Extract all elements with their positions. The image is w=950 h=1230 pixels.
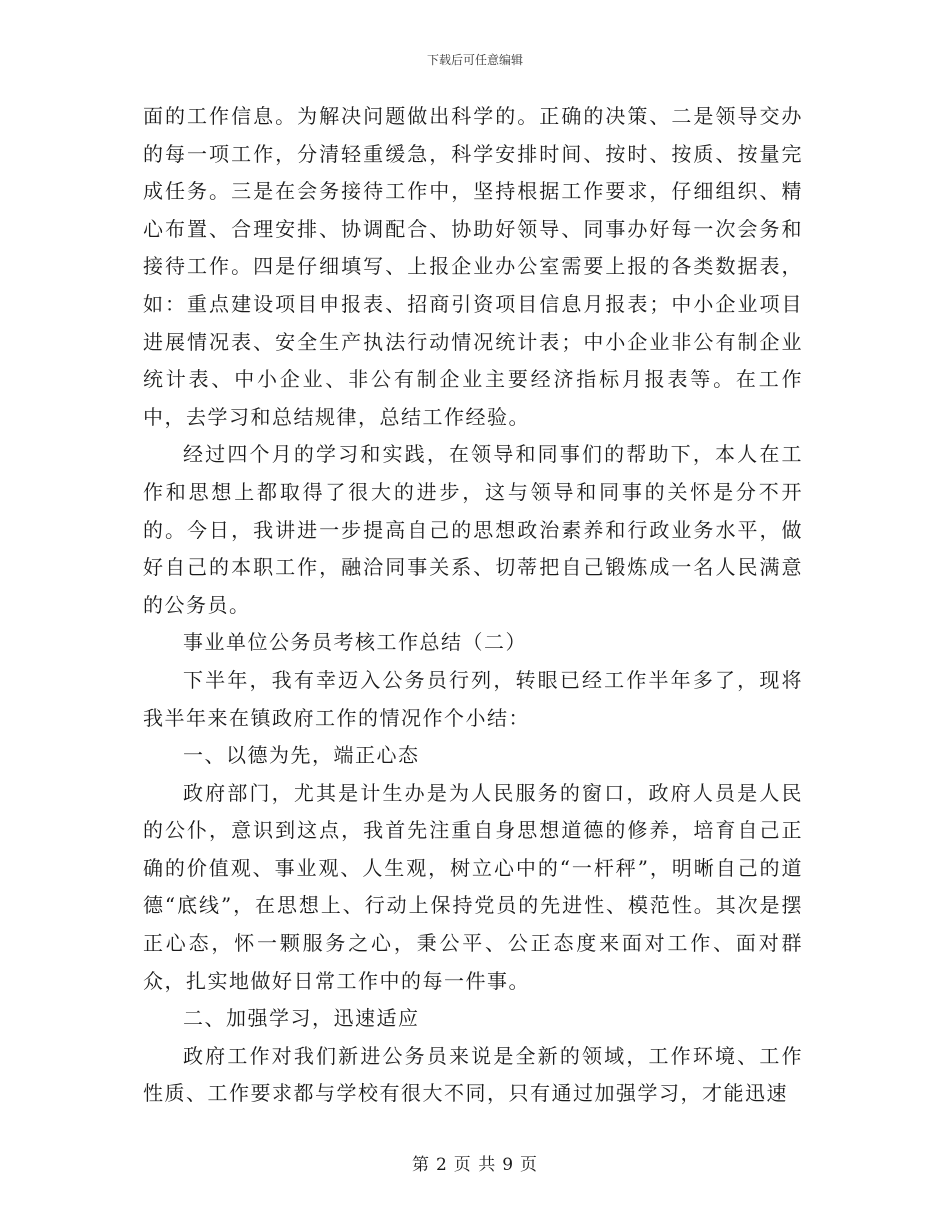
paragraph-1: 面的工作信息。为解决问题做出科学的。正确的决策、二是领导交办的每一项工作，分清轻重缓急，科学安排时间、按时、按质、按量完成任务。三是在会务接待工作中，坚持根据工作要求，仔细组织、精心布置、合理安排、协调配合、协助好领导、同事办好每一次会务和接待工作。四是仔细填写、上报企业办公室需要上报的各类数据表，如：重点建设项目申报表、招商引资项目信息月报表；中小企业项目进展情况表、安全生产执法行动情况统计表；中小企业非公有制企业统计表、中小企业、非公有制企业主要经济指标月报表等。在工作中，去学习和总结规律，总结工作经验。 [143,104,803,429]
footer-middle: 页 共 [453,1155,497,1175]
page-footer [0,1154,950,1176]
paragraph-2: 经过四个月的学习和实践，在领导和同事们的帮助下，本人在工作和思想上都取得了很大的进步，这与领导和同事的关怀是分不开的。今日，我讲进一步提高自己的思想政治素养和行政业务水平，做好自己的本职工作，融洽同事关系、切蒂把自己锻炼成一名人民满意的公务员。 [143,442,803,617]
subheading-1: 一、以德为先，端正心态 [183,743,420,768]
footer-prefix: 第 [411,1155,430,1175]
paragraph-5: 政府工作对我们新进公务员来说是全新的领域，工作环境、工作性质、工作要求都与学校有很大不同，只有通过加强学习，才能迅速 [143,1043,803,1106]
paragraph-4: 政府部门，尤其是计生办是为人民服务的窗口，政府人员是人民的公仆，意识到这点，我首先注重自身思想道德的修养，培育自己正确的价值观、事业观、人生观，树立心中的“一杆秤”，明晰自己的道德“底线”，在思想上、行动上保持党员的先进性、模范性。其次是摆正心态，怀一颗服务之心，秉公平、公正态度来面对工作、面对群众，扎实地做好日常工作中的每一件事。 [143,780,803,993]
footer-suffix: 页 [520,1155,539,1175]
section-title: 事业单位公务员考核工作总结（二） [183,630,527,655]
paragraph-3: 下半年，我有幸迈入公务员行列，转眼已经工作半年多了，现将我半年来在镇政府工作的情况作个小结： [143,667,803,730]
page-header: 下载后可任意编辑 [426,53,523,67]
subheading-2: 二、加强学习，迅速适应 [183,1006,420,1031]
document-body [143,98,803,1113]
footer-page-number: 2 [435,1155,448,1175]
footer-total-pages: 9 [502,1155,515,1175]
